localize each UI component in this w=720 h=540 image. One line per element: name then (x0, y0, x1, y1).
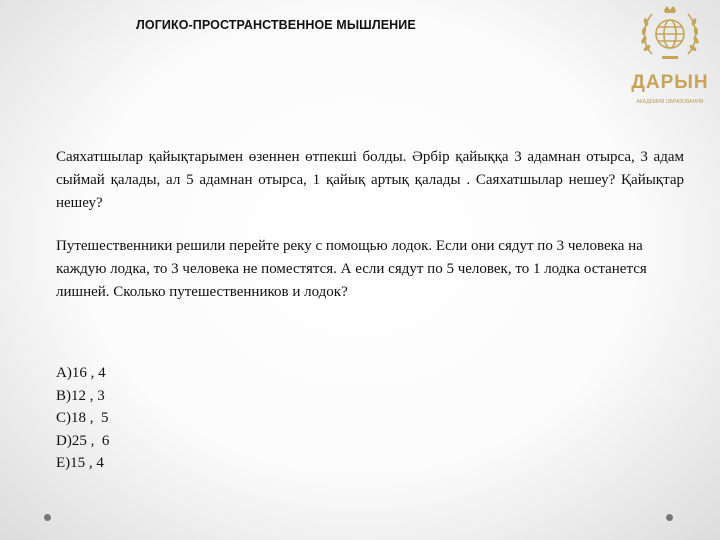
decorative-dot-right (666, 514, 673, 521)
slide-title: ЛОГИКО-ПРОСТРАНСТВЕННОЕ МЫШЛЕНИЕ (136, 18, 416, 32)
decorative-dot-left (44, 514, 51, 521)
darin-logo (622, 4, 718, 110)
answer-option-b: B)12 , 3 (56, 387, 105, 404)
answer-option-c: C)18 , 5 (56, 410, 109, 426)
answer-options (56, 362, 109, 475)
laurel-globe-emblem-icon (622, 4, 718, 74)
question-kazakh: Саяхатшылар қайықтарымен өзеннен өтпекші болды. Әрбір қайыққа 3 адамнан отырса, 3 адам сыймай қалады, ал 5 адамнан отырса, 1 қайық артық қалады . Саяхатшылар нешеу? Қайықтар нешеу? (56, 149, 684, 211)
answer-option-d: D)25 , 6 (56, 432, 110, 449)
answer-option-e: E)15 , 4 (56, 455, 104, 471)
answer-option-a: A)16 , 4 (56, 365, 106, 381)
logo-brand-text: ДАРЫН (631, 72, 709, 93)
logo-tagline: АКАДЕМИЯ ОБРАЗОВАНИЯ (636, 99, 704, 105)
question-russian: Путешественники решили перейте реку с помощью лодок. Если они сядут по 3 человека на каждую лодка, то 3 человека не поместятся. А если сядут по 5 человек, то 1 лодка останется лишней. Сколько путешественников и лодок? (56, 238, 647, 300)
